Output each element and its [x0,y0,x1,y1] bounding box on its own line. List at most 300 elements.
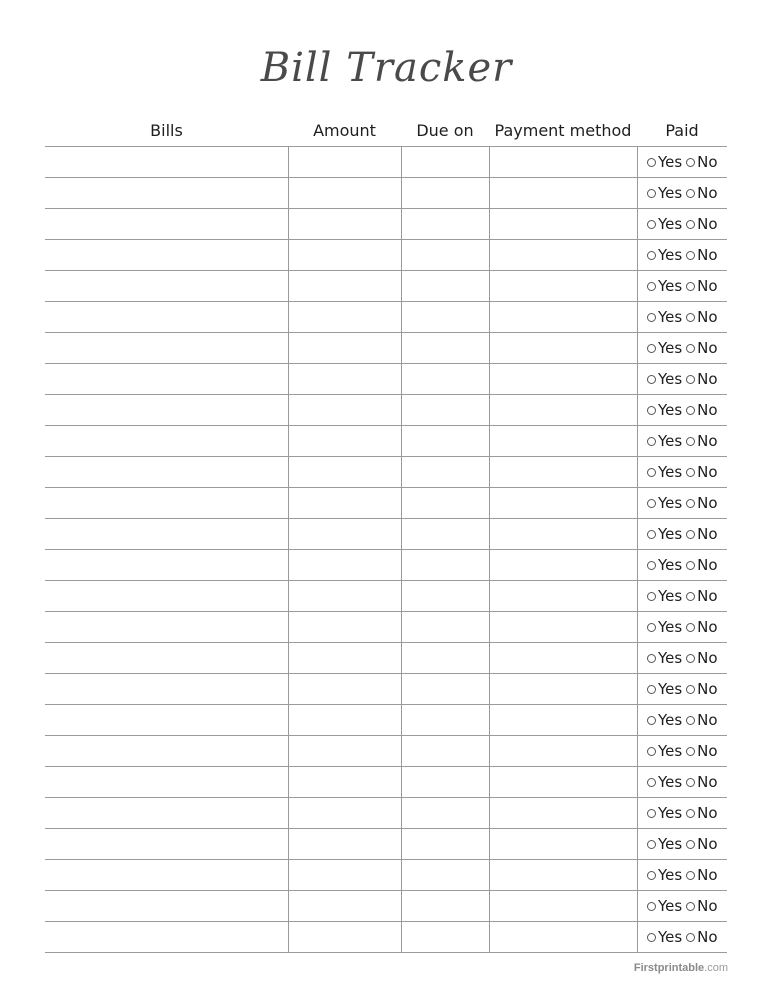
payment-method-cell[interactable] [489,860,637,891]
paid-no-option[interactable] [686,556,717,574]
paid-no-option[interactable] [686,835,717,853]
paid-cell [637,581,727,612]
paid-yes-option[interactable] [647,742,682,760]
due-date-cell[interactable] [401,209,489,240]
bill-name-cell[interactable] [45,271,288,302]
paid-yes-option[interactable] [647,308,682,326]
payment-method-cell[interactable] [489,426,637,457]
table-row [45,333,727,364]
due-date-cell[interactable] [401,922,489,953]
paid-option-label: No [697,618,718,637]
radio-circle-icon[interactable] [686,747,695,756]
paid-yes-option[interactable] [647,525,682,543]
table-row [45,922,727,953]
radio-circle-icon[interactable] [686,840,695,849]
due-date-cell[interactable] [401,271,489,302]
paid-cell [637,860,727,891]
due-date-cell[interactable] [401,333,489,364]
payment-method-cell[interactable] [489,364,637,395]
paid-cell [637,147,727,178]
payment-method-cell[interactable] [489,829,637,860]
radio-circle-icon[interactable] [647,158,656,167]
radio-circle-icon[interactable] [647,468,656,477]
amount-cell[interactable] [288,612,401,643]
table-row [45,364,727,395]
payment-method-cell[interactable] [489,333,637,364]
radio-circle-icon[interactable] [647,840,656,849]
paid-yes-option[interactable] [647,277,682,295]
due-date-cell[interactable] [401,488,489,519]
radio-circle-icon[interactable] [686,499,695,508]
paid-cell [637,612,727,643]
paid-cell [637,209,727,240]
amount-cell[interactable] [288,333,401,364]
amount-cell[interactable] [288,550,401,581]
paid-no-option[interactable] [686,277,717,295]
paid-yes-option[interactable] [647,928,682,946]
paid-option-label: No [697,742,718,761]
paid-option-label: No [697,835,718,854]
radio-circle-icon[interactable] [647,933,656,942]
paid-cell [637,240,727,271]
radio-circle-icon[interactable] [686,189,695,198]
due-date-cell[interactable] [401,581,489,612]
paid-yes-option[interactable] [647,215,682,233]
table-row [45,271,727,302]
radio-circle-icon[interactable] [686,623,695,632]
paid-yes-option[interactable] [647,711,682,729]
paid-cell [637,271,727,302]
table-row [45,581,727,612]
radio-circle-icon[interactable] [686,809,695,818]
radio-circle-icon[interactable] [647,561,656,570]
paid-yes-option[interactable] [647,184,682,202]
paid-no-option[interactable] [686,153,717,171]
paid-option-label: No [697,680,718,699]
payment-method-cell[interactable] [489,612,637,643]
payment-method-cell[interactable] [489,488,637,519]
due-date-cell[interactable] [401,395,489,426]
due-date-cell[interactable] [401,705,489,736]
due-date-cell[interactable] [401,550,489,581]
column-header-due-on: Due on [401,115,489,147]
bill-name-cell[interactable] [45,333,288,364]
paid-option-label: Yes [657,432,683,451]
paid-no-option[interactable] [686,184,717,202]
paid-option-label: Yes [657,835,683,854]
amount-cell[interactable] [288,240,401,271]
bill-name-cell[interactable] [45,178,288,209]
payment-method-cell[interactable] [489,147,637,178]
payment-method-cell[interactable] [489,519,637,550]
table-row [45,612,727,643]
due-date-cell[interactable] [401,612,489,643]
payment-method-cell[interactable] [489,550,637,581]
radio-circle-icon[interactable] [686,685,695,694]
bill-name-cell[interactable] [45,891,288,922]
paid-yes-option[interactable] [647,463,682,481]
paid-cell [637,674,727,705]
amount-cell[interactable] [288,705,401,736]
radio-circle-icon[interactable] [647,530,656,539]
radio-circle-icon[interactable] [686,313,695,322]
bill-name-cell[interactable] [45,519,288,550]
radio-circle-icon[interactable] [647,406,656,415]
paid-yes-option[interactable] [647,618,682,636]
amount-cell[interactable] [288,488,401,519]
radio-circle-icon[interactable] [686,282,695,291]
paid-yes-option[interactable] [647,866,682,884]
paid-yes-option[interactable] [647,370,682,388]
due-date-cell[interactable] [401,891,489,922]
radio-circle-icon[interactable] [647,778,656,787]
paid-cell [637,364,727,395]
amount-cell[interactable] [288,271,401,302]
paid-option-label: Yes [657,370,683,389]
amount-cell[interactable] [288,178,401,209]
radio-circle-icon[interactable] [686,344,695,353]
due-date-cell[interactable] [401,643,489,674]
radio-circle-icon[interactable] [686,406,695,415]
paid-cell [637,519,727,550]
payment-method-cell[interactable] [489,736,637,767]
paid-option-label: Yes [657,804,683,823]
paid-option-label: Yes [657,742,683,761]
payment-method-cell[interactable] [489,209,637,240]
amount-cell[interactable] [288,364,401,395]
amount-cell[interactable] [288,829,401,860]
due-date-cell[interactable] [401,426,489,457]
paid-option-label: Yes [657,649,683,668]
paid-cell [637,457,727,488]
payment-method-cell[interactable] [489,705,637,736]
payment-method-cell[interactable] [489,581,637,612]
paid-no-option[interactable] [686,401,717,419]
paid-option-label: No [697,897,718,916]
amount-cell[interactable] [288,767,401,798]
paid-yes-option[interactable] [647,835,682,853]
radio-circle-icon[interactable] [686,251,695,260]
radio-circle-icon[interactable] [686,530,695,539]
paid-option-label: Yes [657,308,683,327]
paid-no-option[interactable] [686,246,717,264]
payment-method-cell[interactable] [489,178,637,209]
paid-option-label: No [697,215,718,234]
amount-cell[interactable] [288,891,401,922]
paid-yes-option[interactable] [647,804,682,822]
paid-option-label: Yes [657,153,683,172]
amount-cell[interactable] [288,519,401,550]
paid-cell [637,922,727,953]
bill-name-cell[interactable] [45,829,288,860]
paid-no-option[interactable] [686,587,717,605]
paid-option-label: No [697,308,718,327]
footer-credit [634,962,728,974]
bill-tracker-table [45,115,727,953]
bill-name-cell[interactable] [45,457,288,488]
due-date-cell[interactable] [401,519,489,550]
table-row [45,302,727,333]
bill-name-cell[interactable] [45,767,288,798]
column-header-payment-method: Payment method [489,115,637,147]
amount-cell[interactable] [288,457,401,488]
radio-circle-icon[interactable] [647,375,656,384]
paid-no-option[interactable] [686,773,717,791]
bill-name-cell[interactable] [45,581,288,612]
radio-circle-icon[interactable] [647,871,656,880]
paid-option-label: No [697,184,718,203]
paid-no-option[interactable] [686,897,717,915]
radio-circle-icon[interactable] [647,623,656,632]
paid-no-option[interactable] [686,928,717,946]
payment-method-cell[interactable] [489,674,637,705]
paid-option-label: No [697,463,718,482]
bill-name-cell[interactable] [45,209,288,240]
paid-option-label: No [697,649,718,668]
bill-name-cell[interactable] [45,612,288,643]
bill-name-cell[interactable] [45,922,288,953]
amount-cell[interactable] [288,922,401,953]
radio-circle-icon[interactable] [647,716,656,725]
amount-cell[interactable] [288,581,401,612]
radio-circle-icon[interactable] [647,282,656,291]
bill-name-cell[interactable] [45,488,288,519]
radio-circle-icon[interactable] [686,468,695,477]
paid-yes-option[interactable] [647,339,682,357]
paid-no-option[interactable] [686,339,717,357]
amount-cell[interactable] [288,302,401,333]
paid-no-option[interactable] [686,308,717,326]
column-header-bills: Bills [45,115,288,147]
table-row [45,240,727,271]
radio-circle-icon[interactable] [686,437,695,446]
radio-circle-icon[interactable] [647,189,656,198]
bill-name-cell[interactable] [45,643,288,674]
paid-option-label: No [697,773,718,792]
radio-circle-icon[interactable] [647,747,656,756]
paid-option-label: Yes [657,215,683,234]
paid-option-label: No [697,556,718,575]
footer-tld: .com [704,962,728,974]
radio-circle-icon[interactable] [686,933,695,942]
paid-option-label: Yes [657,928,683,947]
table-row [45,767,727,798]
paid-cell [637,643,727,674]
table-row [45,457,727,488]
paid-option-label: No [697,153,718,172]
radio-circle-icon[interactable] [647,251,656,260]
paid-option-label: Yes [657,525,683,544]
table-row [45,147,727,178]
paid-yes-option[interactable] [647,649,682,667]
due-date-cell[interactable] [401,736,489,767]
paid-no-option[interactable] [686,463,717,481]
amount-cell[interactable] [288,426,401,457]
amount-cell[interactable] [288,395,401,426]
paid-no-option[interactable] [686,804,717,822]
paid-cell [637,395,727,426]
paid-yes-option[interactable] [647,432,682,450]
column-header-amount: Amount [288,115,401,147]
paid-no-option[interactable] [686,432,717,450]
bill-name-cell[interactable] [45,302,288,333]
paid-option-label: Yes [657,773,683,792]
due-date-cell[interactable] [401,178,489,209]
amount-cell[interactable] [288,736,401,767]
due-date-cell[interactable] [401,798,489,829]
radio-circle-icon[interactable] [647,344,656,353]
payment-method-cell[interactable] [489,767,637,798]
amount-cell[interactable] [288,643,401,674]
table-row [45,426,727,457]
paid-option-label: No [697,432,718,451]
paid-no-option[interactable] [686,866,717,884]
amount-cell[interactable] [288,674,401,705]
paid-yes-option[interactable] [647,897,682,915]
table-row [45,178,727,209]
paid-option-label: Yes [657,866,683,885]
payment-method-cell[interactable] [489,457,637,488]
paid-yes-option[interactable] [647,494,682,512]
amount-cell[interactable] [288,147,401,178]
table-row [45,643,727,674]
payment-method-cell[interactable] [489,922,637,953]
radio-circle-icon[interactable] [686,716,695,725]
paid-no-option[interactable] [686,525,717,543]
bill-name-cell[interactable] [45,736,288,767]
radio-circle-icon[interactable] [686,220,695,229]
paid-cell [637,178,727,209]
paid-cell [637,333,727,364]
paid-cell [637,302,727,333]
radio-circle-icon[interactable] [647,313,656,322]
bill-name-cell[interactable] [45,240,288,271]
bill-name-cell[interactable] [45,147,288,178]
paid-cell [637,550,727,581]
amount-cell[interactable] [288,860,401,891]
bill-name-cell[interactable] [45,674,288,705]
table-row [45,674,727,705]
radio-circle-icon[interactable] [647,437,656,446]
table-row [45,798,727,829]
due-date-cell[interactable] [401,302,489,333]
table-row [45,488,727,519]
paid-yes-option[interactable] [647,153,682,171]
due-date-cell[interactable] [401,829,489,860]
due-date-cell[interactable] [401,767,489,798]
paid-option-label: Yes [657,246,683,265]
due-date-cell[interactable] [401,240,489,271]
payment-method-cell[interactable] [489,302,637,333]
paid-yes-option[interactable] [647,587,682,605]
bill-name-cell[interactable] [45,860,288,891]
due-date-cell[interactable] [401,364,489,395]
paid-no-option[interactable] [686,649,717,667]
paid-option-label: Yes [657,339,683,358]
paid-option-label: Yes [657,711,683,730]
due-date-cell[interactable] [401,860,489,891]
paid-option-label: No [697,494,718,513]
table-row [45,209,727,240]
radio-circle-icon[interactable] [647,685,656,694]
amount-cell[interactable] [288,209,401,240]
payment-method-cell[interactable] [489,798,637,829]
bill-name-cell[interactable] [45,705,288,736]
radio-circle-icon[interactable] [647,809,656,818]
paid-option-label: No [697,711,718,730]
bill-name-cell[interactable] [45,395,288,426]
paid-no-option[interactable] [686,711,717,729]
paid-cell [637,767,727,798]
paid-cell [637,891,727,922]
paid-option-label: No [697,928,718,947]
radio-circle-icon[interactable] [686,902,695,911]
radio-circle-icon[interactable] [686,654,695,663]
paid-no-option[interactable] [686,494,717,512]
radio-circle-icon[interactable] [647,902,656,911]
payment-method-cell[interactable] [489,643,637,674]
paid-option-label: No [697,804,718,823]
paid-option-label: Yes [657,401,683,420]
footer-brand: Firstprintable [633,962,705,974]
paid-option-label: Yes [657,897,683,916]
due-date-cell[interactable] [401,147,489,178]
paid-no-option[interactable] [686,618,717,636]
paid-option-label: No [697,866,718,885]
paid-yes-option[interactable] [647,680,682,698]
radio-circle-icon[interactable] [686,778,695,787]
radio-circle-icon[interactable] [686,592,695,601]
paid-cell [637,736,727,767]
radio-circle-icon[interactable] [686,561,695,570]
paid-cell [637,705,727,736]
paid-yes-option[interactable] [647,246,682,264]
bill-name-cell[interactable] [45,364,288,395]
paid-no-option[interactable] [686,370,717,388]
bill-name-cell[interactable] [45,550,288,581]
paid-yes-option[interactable] [647,401,682,419]
paid-cell [637,829,727,860]
paid-option-label: Yes [657,494,683,513]
radio-circle-icon[interactable] [647,499,656,508]
due-date-cell[interactable] [401,457,489,488]
paid-option-label: No [697,339,718,358]
payment-method-cell[interactable] [489,395,637,426]
radio-circle-icon[interactable] [647,592,656,601]
paid-no-option[interactable] [686,742,717,760]
paid-yes-option[interactable] [647,773,682,791]
paid-no-option[interactable] [686,680,717,698]
radio-circle-icon[interactable] [686,375,695,384]
table-row [45,395,727,426]
radio-circle-icon[interactable] [647,220,656,229]
paid-option-label: Yes [657,184,683,203]
bill-name-cell[interactable] [45,798,288,829]
page-title: Bill Tracker [260,45,513,91]
table-row [45,736,727,767]
paid-no-option[interactable] [686,215,717,233]
radio-circle-icon[interactable] [686,871,695,880]
radio-circle-icon[interactable] [647,654,656,663]
payment-method-cell[interactable] [489,271,637,302]
due-date-cell[interactable] [401,674,489,705]
paid-yes-option[interactable] [647,556,682,574]
amount-cell[interactable] [288,798,401,829]
radio-circle-icon[interactable] [686,158,695,167]
payment-method-cell[interactable] [489,891,637,922]
bill-name-cell[interactable] [45,426,288,457]
payment-method-cell[interactable] [489,240,637,271]
